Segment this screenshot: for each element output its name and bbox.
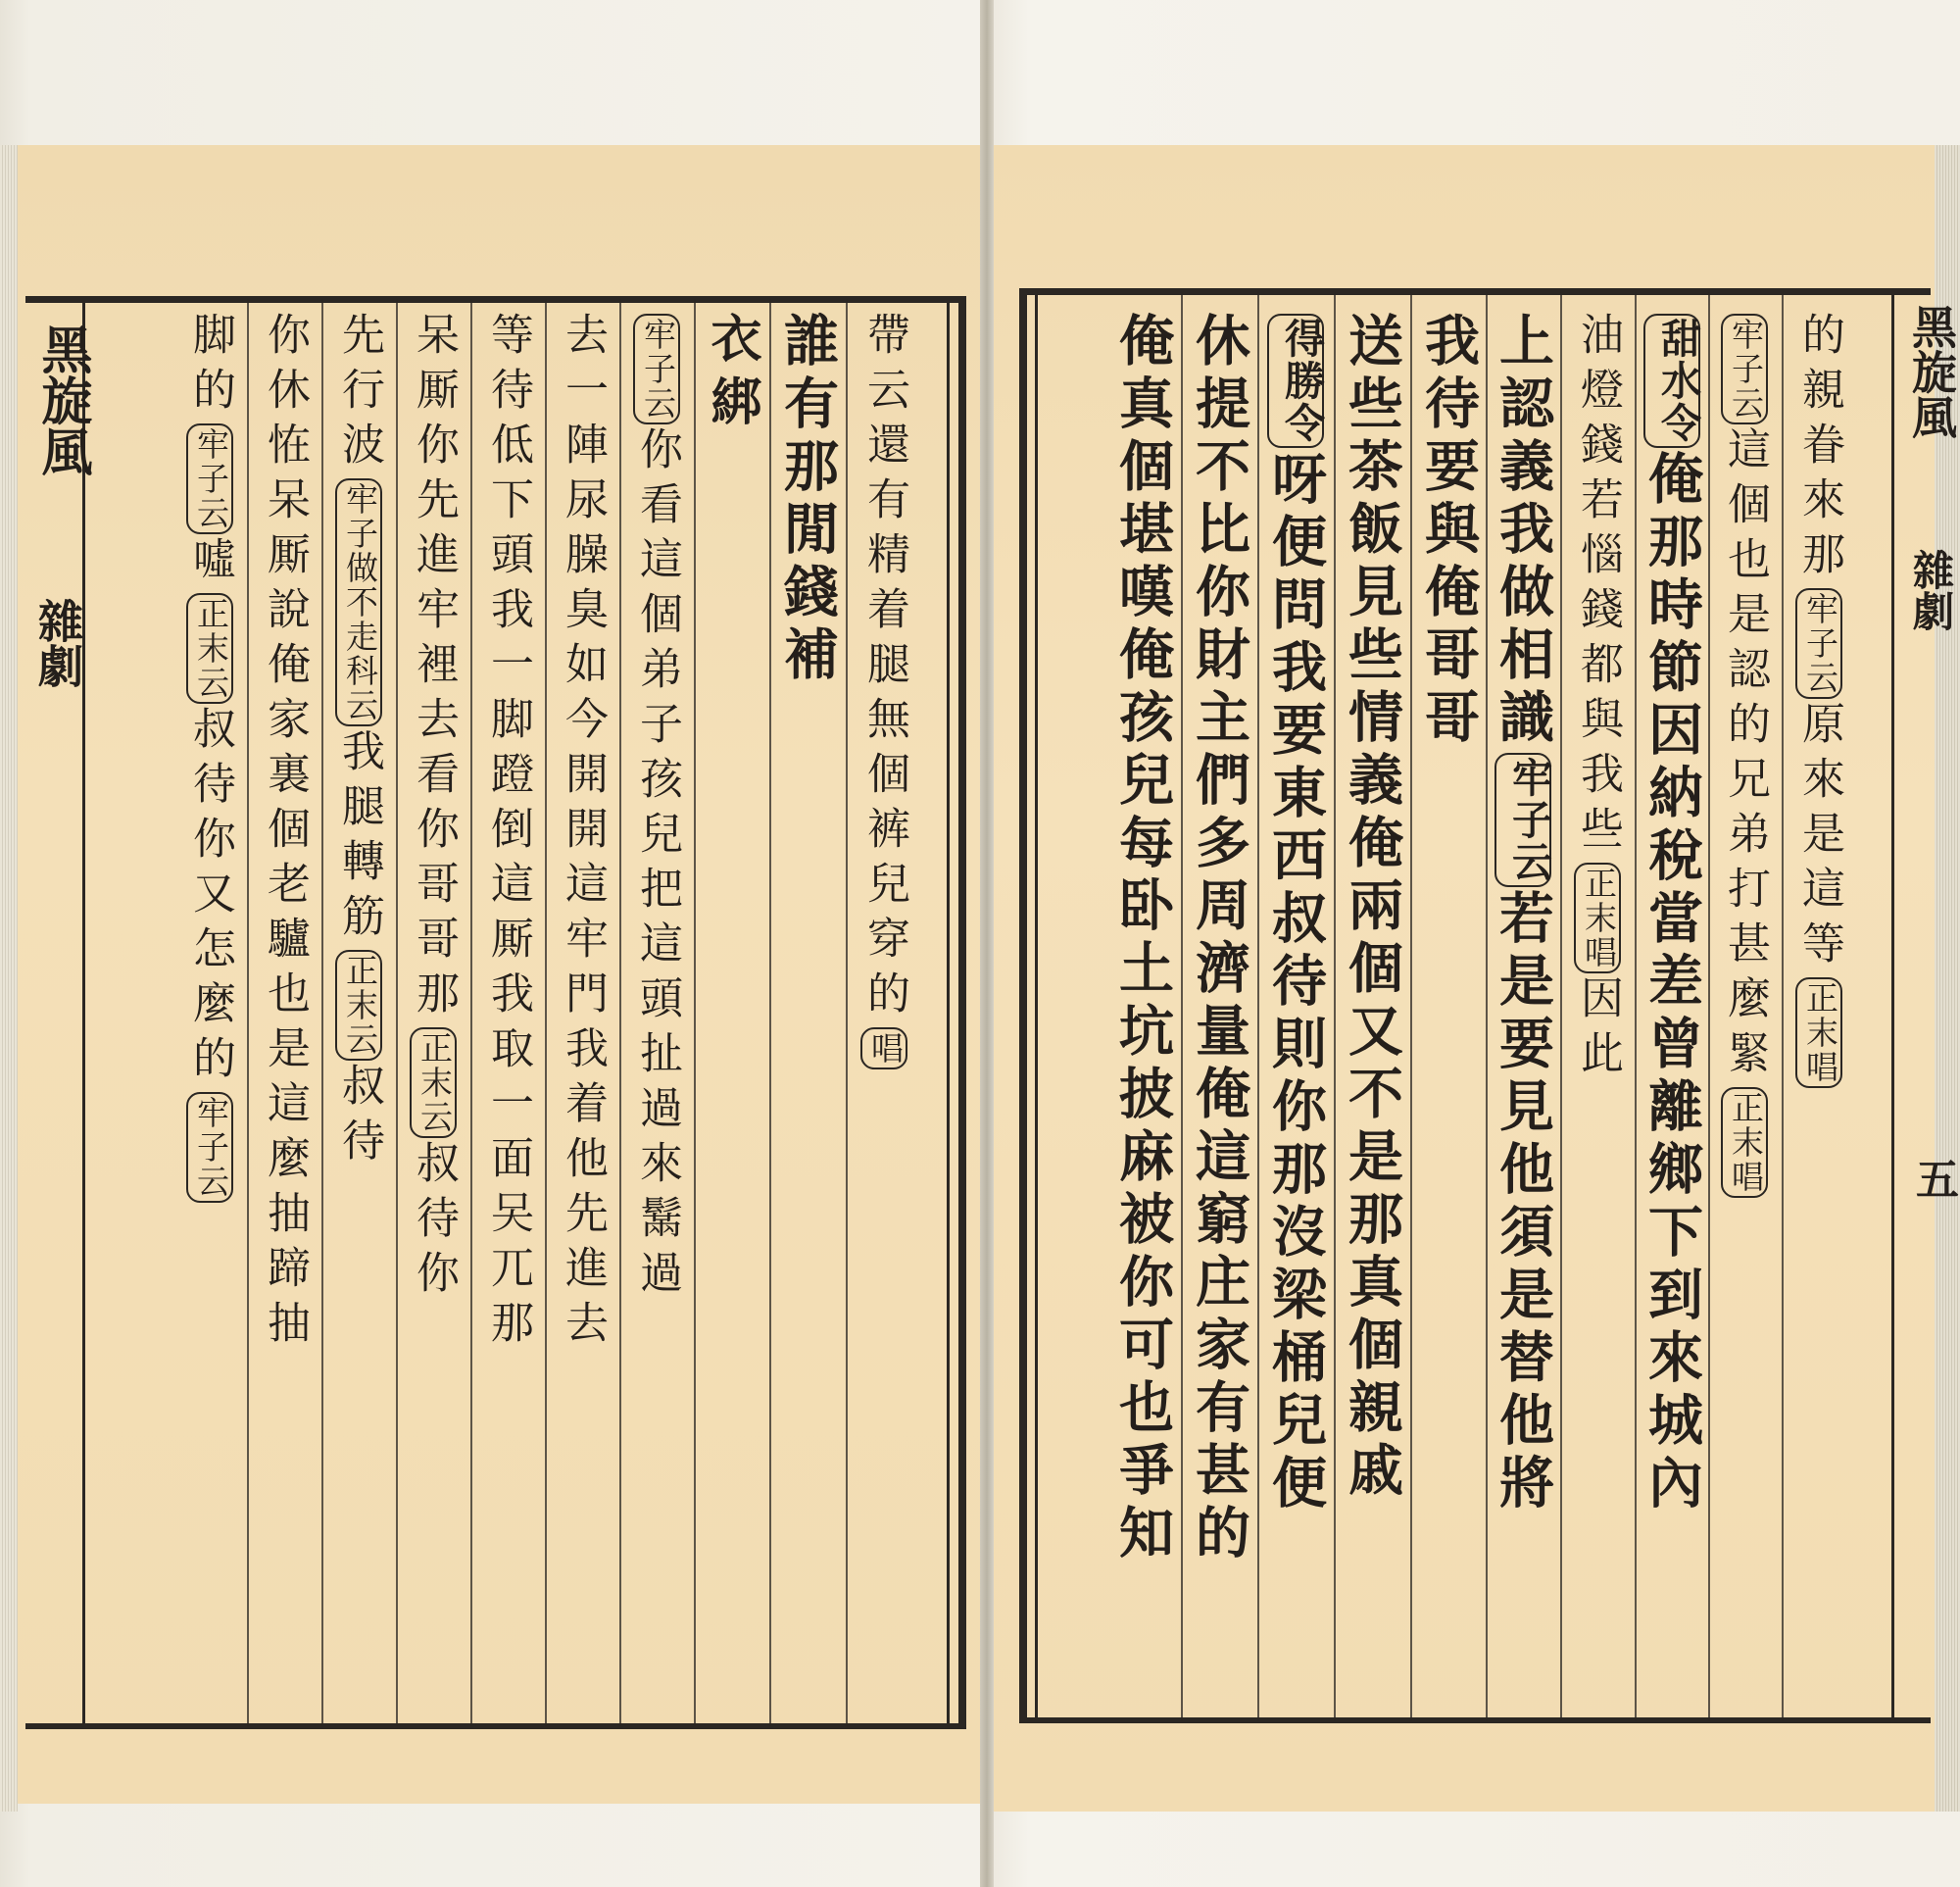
role-marker: 正末云 <box>335 950 382 1061</box>
left-column-divider <box>846 299 848 1726</box>
left_page-column-5 <box>556 312 609 1355</box>
role-marker: 牢子云 <box>1494 753 1551 887</box>
left-column-divider <box>321 299 323 1726</box>
text-run: 還有精着腿無個裤兒穿的 <box>859 422 909 1025</box>
right-outer-border <box>1019 288 1027 1723</box>
text-run: 你休恠呆厮說俺家裏個老驢也是這麼抽蹄抽 <box>260 312 310 1355</box>
right-column-divider <box>1410 292 1412 1721</box>
text-run: 呀便問我要東西叔待則你那沒梁桶兒便 <box>1263 450 1328 1516</box>
left_page-column-2 <box>776 312 839 688</box>
role-marker: 牢子云 <box>633 314 680 424</box>
text-run: 原來是這等 <box>1794 701 1844 975</box>
text-run: 等待低下頭我一脚蹬倒這厮我取一面㕦兀那 <box>483 312 533 1355</box>
left_page-column-4 <box>630 312 683 1305</box>
left_page-column-1 <box>858 312 910 1071</box>
right_page-column-3 <box>1641 312 1703 1516</box>
text-run: 先行波 <box>334 312 384 476</box>
right-page-number: 五 <box>1908 1157 1958 1200</box>
role-marker: 甜水令 <box>1643 314 1700 448</box>
left_page-column-6 <box>481 312 534 1355</box>
left_page-column-3 <box>702 312 761 437</box>
text-run: 休提不比你財主們多周濟量俺這窮庄家有甚的 <box>1187 312 1251 1566</box>
role-marker: 正末唱 <box>1721 1087 1768 1198</box>
left-fold-line <box>82 296 85 1729</box>
role-marker: 唱 <box>860 1027 907 1069</box>
role-marker: 正末唱 <box>1795 977 1842 1088</box>
text-run: 帶云 <box>859 312 909 422</box>
right_page-column-8 <box>1264 312 1327 1516</box>
right-fold-line <box>1891 288 1894 1723</box>
right_page-column-2 <box>1718 312 1771 1200</box>
text-run: 上認義我做相識 <box>1491 312 1555 751</box>
right-column-divider <box>1181 292 1183 1721</box>
right_page-column-10 <box>1111 312 1174 1566</box>
left-page-edge <box>0 145 18 1812</box>
right-column-divider <box>1635 292 1637 1721</box>
left-inner-border <box>947 296 950 1729</box>
right-column-divider <box>1257 292 1259 1721</box>
right_page-column-1 <box>1792 312 1845 1090</box>
left-column-divider <box>247 299 249 1726</box>
right-margin-sub: 雜劇 <box>1907 549 1955 631</box>
text-run: 叔待 <box>334 1063 384 1172</box>
text-run: 我腿轉筋 <box>334 728 384 948</box>
text-run: 衣綁 <box>702 312 761 437</box>
text-run: 這個也是認的兄弟打甚麼緊 <box>1720 426 1770 1085</box>
role-marker: 正末云 <box>410 1027 457 1138</box>
text-run: 呆厮你先進牢裡去看你哥哥那 <box>409 312 459 1025</box>
role-marker: 牢子云 <box>1795 588 1842 699</box>
book-gutter <box>980 0 994 1887</box>
right-inner-border <box>1035 288 1038 1723</box>
right-column-divider <box>1560 292 1562 1721</box>
text-run: 油燈錢若惱錢都與我些 <box>1573 312 1623 861</box>
right_page-column-7 <box>1341 312 1403 1504</box>
right_page-column-9 <box>1188 312 1250 1566</box>
right-column-divider <box>1334 292 1336 1721</box>
left-column-divider <box>396 299 398 1726</box>
text-run: 的親眷來那 <box>1794 312 1844 586</box>
right-bottom-border <box>1019 1717 1931 1723</box>
left-column-divider <box>694 299 696 1726</box>
text-run: 誰有那閒錢補 <box>775 312 840 688</box>
text-run: 叔待你又怎麼的 <box>185 706 235 1090</box>
right-margin-title: 黑旋風 <box>1905 304 1958 439</box>
role-marker: 正末云 <box>186 593 233 704</box>
left_page-column-7 <box>407 312 460 1305</box>
right-column-divider <box>1486 292 1488 1721</box>
text-run: 去一陣尿臊臭如今開開這牢門我着他先進去 <box>558 312 608 1355</box>
right-column-divider <box>1708 292 1710 1721</box>
text-run: 送些茶飯見些情義俺兩個又不是那真個親戚 <box>1340 312 1404 1504</box>
left-bottom-border <box>25 1723 966 1729</box>
left_page-column-9 <box>258 312 311 1355</box>
text-run: 我待要與俺哥哥 <box>1416 312 1481 751</box>
text-run: 因此 <box>1573 975 1623 1085</box>
role-marker: 牢子云 <box>186 423 233 534</box>
text-run: 脚的 <box>185 312 235 422</box>
left-top-border <box>25 296 966 303</box>
left-column-divider <box>470 299 472 1726</box>
text-run: 俺那時節因納稅當差曾離鄉下到來城內 <box>1640 450 1704 1516</box>
text-run: 噓 <box>185 536 235 591</box>
left_page-column-10 <box>183 312 236 1205</box>
text-run: 你看這個弟子孩兒把這頭扯過來鬗過 <box>632 426 682 1305</box>
left-column-divider <box>545 299 547 1726</box>
text-run: 叔待你 <box>409 1140 459 1305</box>
right_page-column-5 <box>1492 312 1554 1516</box>
text-run: 俺真個堪嘆俺孩兒每卧土坑披麻被你可也爭知 <box>1110 312 1175 1566</box>
role-marker: 正末唱 <box>1574 863 1621 973</box>
right-column-divider <box>1782 292 1784 1721</box>
left_page-column-8 <box>332 312 385 1172</box>
role-marker: 得勝令 <box>1267 314 1324 448</box>
left-margin-title: 黑旋風 <box>32 323 92 476</box>
right_page-column-4 <box>1571 312 1624 1085</box>
role-marker: 牢子做不走科云 <box>335 478 382 726</box>
left-column-divider <box>619 299 621 1726</box>
right_page-column-6 <box>1417 312 1480 751</box>
text-run: 若是要見他須是替他將 <box>1491 889 1555 1516</box>
right-top-border <box>1019 288 1931 295</box>
role-marker: 牢子云 <box>1721 314 1768 424</box>
left-column-divider <box>769 299 771 1726</box>
role-marker: 牢子云 <box>186 1092 233 1203</box>
left-outer-border <box>958 296 966 1729</box>
left-margin-sub: 雜劇 <box>31 598 84 688</box>
